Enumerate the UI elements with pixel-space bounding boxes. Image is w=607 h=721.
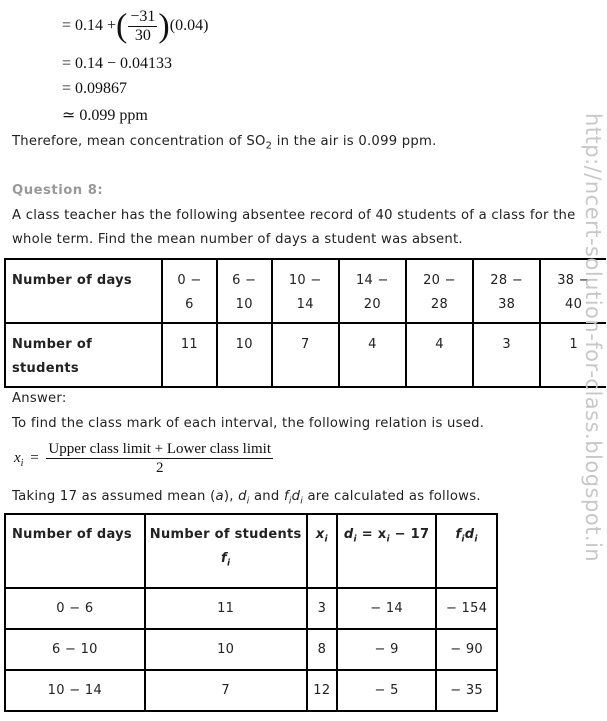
student-count-cell: 1 bbox=[540, 323, 606, 387]
f-cell: 10 bbox=[145, 629, 307, 670]
table-row bbox=[5, 259, 606, 323]
answer-label: Answer: bbox=[12, 391, 67, 406]
students-header-cell: Number of students bbox=[5, 323, 162, 387]
assumed-mean-text: Taking 17 as assumed mean (a), $d_i$ and $f_id_i$ are calculated as follows. bbox=[12, 489, 481, 507]
table-row bbox=[5, 629, 497, 670]
days-cell: 0 − 6 bbox=[5, 588, 145, 629]
x-cell: 3 bbox=[307, 588, 337, 629]
conclusion-text: Therefore, mean concentration of $SO_2$ in the air is 0.099 ppm. bbox=[12, 134, 437, 152]
formula-numerator: Upper class limit + Lower class limit bbox=[48, 441, 272, 457]
x-cell: 8 bbox=[307, 629, 337, 670]
table-header-row bbox=[5, 514, 497, 588]
student-count-cell: 4 bbox=[406, 323, 473, 387]
watermark-url: http://ncert-solution-for-class.blogspot.in bbox=[581, 113, 605, 563]
days-header-cell: Number of days bbox=[5, 259, 162, 323]
student-count-cell: 4 bbox=[339, 323, 406, 387]
days-cell: 10 − 14 bbox=[5, 670, 145, 711]
header-students: Number of students $f_i$ bbox=[145, 514, 307, 588]
student-count-cell: 11 bbox=[162, 323, 217, 387]
d-cell: − 9 bbox=[337, 629, 436, 670]
interval-cell: 0 − 6 bbox=[162, 259, 217, 323]
fd-cell: − 154 bbox=[436, 588, 497, 629]
table-row bbox=[5, 323, 606, 387]
interval-cell: 6 − 10 bbox=[217, 259, 272, 323]
equation-line-2: = 0.14 − 0.04133 bbox=[62, 55, 173, 72]
interval-cell: 38 − 40 bbox=[540, 259, 606, 323]
question-heading: Question 8: bbox=[12, 183, 104, 198]
calculation-table bbox=[4, 513, 498, 712]
fraction-denominator: 30 bbox=[134, 27, 151, 44]
fd-cell: − 90 bbox=[436, 629, 497, 670]
formula-denominator: 2 bbox=[155, 460, 164, 476]
fraction-numerator: −31 bbox=[130, 8, 156, 25]
interval-cell: 20 − 28 bbox=[406, 259, 473, 323]
class-mark-formula: $x_i$ = $\frac{\text{Upper class limit + Lower class limit}}{2}$ bbox=[14, 441, 272, 476]
x-cell: 12 bbox=[307, 670, 337, 711]
fd-cell: − 35 bbox=[436, 670, 497, 711]
d-cell: − 14 bbox=[337, 588, 436, 629]
f-cell: 7 bbox=[145, 670, 307, 711]
student-count-cell: 7 bbox=[272, 323, 339, 387]
equation-line-3: = 0.09867 bbox=[62, 80, 128, 97]
d-cell: − 5 bbox=[337, 670, 436, 711]
header-fd: $f_id_i$ bbox=[436, 514, 497, 588]
question-text-line-2: whole term. Find the mean number of days a student was absent. bbox=[12, 232, 463, 247]
table-row bbox=[5, 670, 497, 711]
absentee-table bbox=[4, 258, 606, 388]
relation-text: To find the class mark of each interval, the following relation is used. bbox=[12, 416, 485, 431]
days-cell: 6 − 10 bbox=[5, 629, 145, 670]
student-count-cell: 10 bbox=[217, 323, 272, 387]
header-days: Number of days bbox=[5, 514, 145, 588]
header-x: $x_i$ bbox=[307, 514, 337, 588]
interval-cell: 28 − 38 bbox=[473, 259, 540, 323]
equation-line-1: = 0.14 +( $\frac{-31}{30}$ )(0.04) bbox=[62, 7, 209, 45]
interval-cell: 10 − 14 bbox=[272, 259, 339, 323]
f-cell: 11 bbox=[145, 588, 307, 629]
table-row bbox=[5, 588, 497, 629]
interval-cell: 14 − 20 bbox=[339, 259, 406, 323]
header-d: $d_i = x_i - 17$ bbox=[337, 514, 436, 588]
question-text-line-1: A class teacher has the following absentee record of 40 students of a class for the bbox=[12, 208, 576, 223]
student-count-cell: 3 bbox=[473, 323, 540, 387]
equation-line-4: ≃ 0.099 ppm bbox=[62, 107, 148, 124]
